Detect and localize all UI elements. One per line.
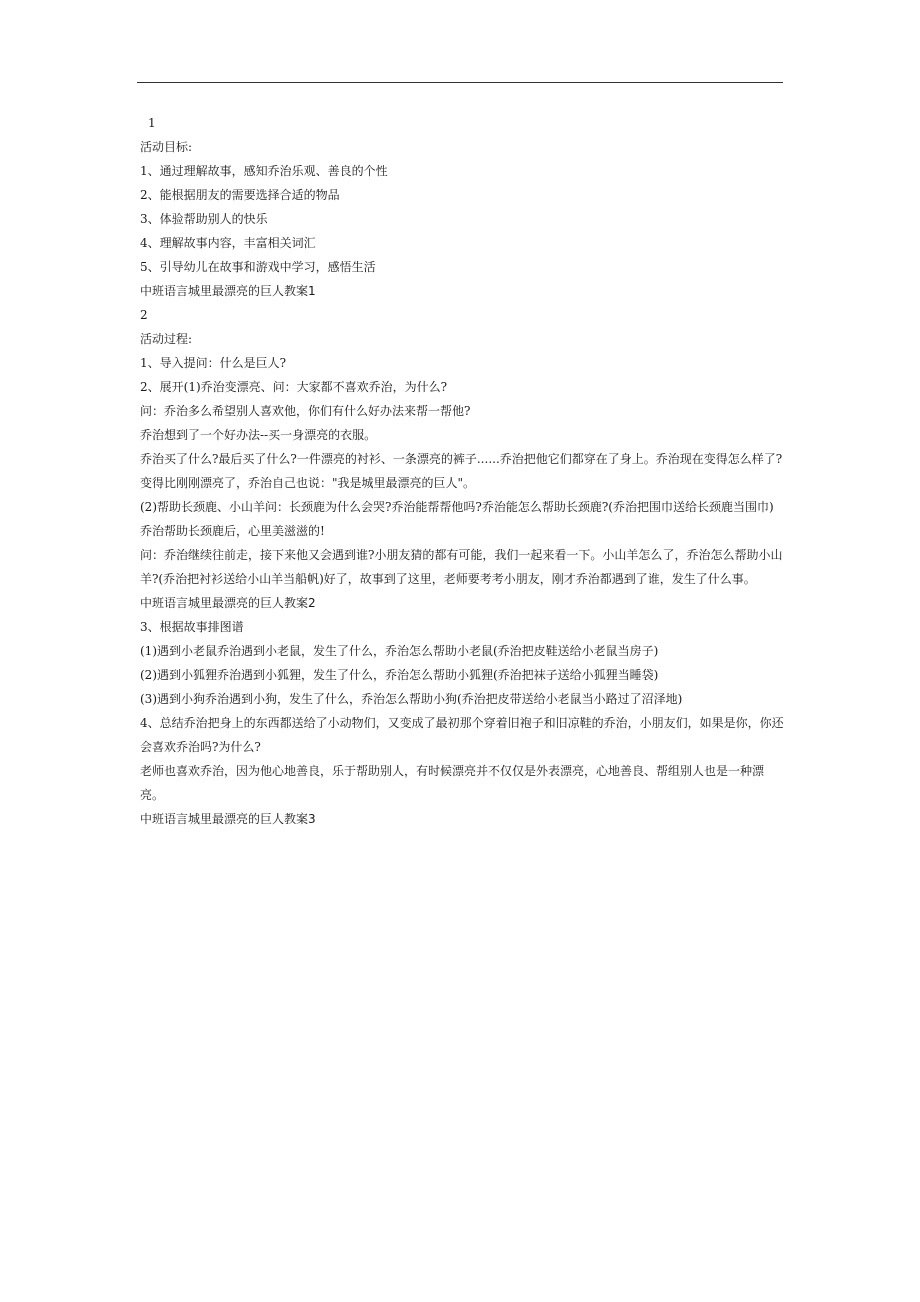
step-item: (2)遇到小狐狸乔治遇到小狐狸，发生了什么，乔治怎么帮助小狐狸(乔治把袜子送给小狐狸当睡袋)	[140, 668, 659, 682]
process-item: 乔治想到了一个好办法--买一身漂亮的衣服。	[140, 428, 377, 442]
header-rule	[137, 82, 783, 83]
process-item: 2、展开(1)乔治变漂亮、问：大家都不喜欢乔治，为什么?	[140, 380, 448, 394]
lesson-title: 中班语言城里最漂亮的巨人教案2	[140, 596, 316, 610]
lesson-title: 中班语言城里最漂亮的巨人教案1	[140, 284, 316, 298]
step-paragraph: 4、总结乔治把身上的东西都送给了小动物们，又变成了最初那个穿着旧袍子和旧凉鞋的乔治，小朋友们，如果是你，你还会喜欢乔治吗?为什么?	[140, 716, 784, 754]
step-item: (3)遇到小狗乔治遇到小狗，发生了什么，乔治怎么帮助小狗(乔治把皮带送给小老鼠当小路过了沼泽地)	[140, 692, 683, 706]
step-item: (1)遇到小老鼠乔治遇到小老鼠，发生了什么，乔治怎么帮助小老鼠(乔治把皮鞋送给小老鼠当房子)	[140, 644, 659, 658]
process-item: 问：乔治多么希望别人喜欢他，你们有什么好办法来帮一帮他?	[140, 404, 471, 418]
process-heading: 活动过程:	[140, 332, 193, 346]
section-number: 1	[148, 116, 156, 130]
goal-item: 3、体验帮助别人的快乐	[140, 212, 268, 226]
section-number: 2	[140, 308, 148, 322]
goal-item: 5、引导幼儿在故事和游戏中学习，感悟生活	[140, 260, 376, 274]
goals-heading: 活动目标:	[140, 140, 193, 154]
goal-item: 1、通过理解故事，感知乔治乐观、善良的个性	[140, 164, 388, 178]
document-body	[140, 111, 786, 831]
step-paragraph: 老师也喜欢乔治，因为他心地善良，乐于帮助别人，有时候漂亮并不仅仅是外表漂亮，心地善良、帮组别人也是一种漂亮。	[140, 764, 765, 802]
process-paragraph: 问：乔治继续往前走，接下来他又会遇到谁?小朋友猜的都有可能，我们一起来看一下。小山羊怎么了，乔治怎么帮助小山羊?(乔治把衬衫送给小山羊当船帆)好了，故事到了这里，老师要考考小朋友，刚才乔治都遇到了谁，发生了什么事。	[140, 548, 783, 586]
process-item: 乔治帮助长颈鹿后，心里美滋滋的!	[140, 524, 325, 538]
lesson-title: 中班语言城里最漂亮的巨人教案3	[140, 812, 316, 826]
goal-item: 2、能根据朋友的需要选择合适的物品	[140, 188, 340, 202]
goal-item: 4、理解故事内容，丰富相关词汇	[140, 236, 316, 250]
process-item: (2)帮助长颈鹿、小山羊问：长颈鹿为什么会哭?乔治能帮帮他吗?乔治能怎么帮助长颈鹿?(乔治把围巾送给长颈鹿当围巾)	[140, 500, 774, 514]
process-paragraph: 乔治买了什么?最后买了什么?一件漂亮的衬衫、一条漂亮的裤子......乔治把他它们都穿在了身上。乔治现在变得怎么样了?变得比刚刚漂亮了，乔治自己也说："我是城里最漂亮的巨人"。	[140, 452, 783, 490]
process-item: 1、导入提问：什么是巨人?	[140, 356, 287, 370]
step-item: 3、根据故事排图谱	[140, 620, 244, 634]
